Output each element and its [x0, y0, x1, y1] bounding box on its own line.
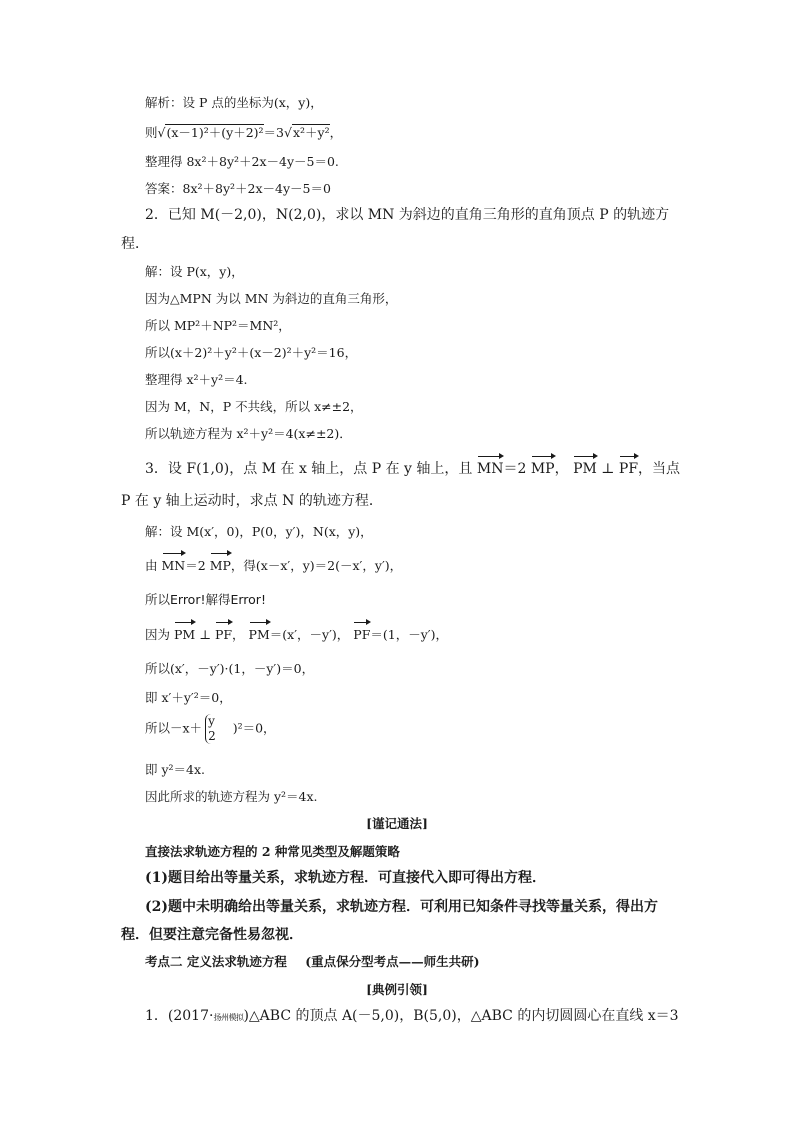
section2-tag: (重点保分型考点——师生共研)	[305, 954, 480, 969]
equals-three: ＝3	[263, 125, 284, 140]
answer-line: 答案：8x²＋8y²＋2x－4y－5＝0	[145, 181, 331, 196]
typical-example-heading: [典例引领]	[366, 982, 428, 997]
paren-close: )	[232, 720, 238, 736]
problem3-statement	[145, 459, 680, 479]
ie-line: 即 x′＋y′²＝0，	[145, 690, 232, 705]
method-item-2-cont: 程．但要注意完备性易忽视．	[121, 927, 303, 943]
vector-mn: MN	[476, 461, 504, 477]
so-suffix: ²＝0，	[237, 720, 276, 736]
vector-pm: PM	[174, 625, 195, 645]
vector-mp: MP	[210, 556, 231, 576]
eq-2: ＝2	[503, 461, 527, 477]
method-item-2: (2)题中未明确给出等量关系，求轨迹方程．可利用已知条件寻找等量关系，得出方	[145, 899, 658, 915]
example1-statement	[145, 1006, 679, 1028]
comma: ，	[329, 125, 343, 140]
because-text: 因为	[145, 627, 171, 642]
sqrt-right: x²＋y²	[292, 125, 330, 140]
simplify-line: 整理得 8x²＋8y²＋2x－4y－5＝0.	[145, 154, 339, 169]
q1-prefix: 1．(2017·	[145, 1008, 214, 1024]
p3-stmt-b: ，当点	[638, 461, 681, 477]
vector-pm: PM	[573, 461, 597, 477]
frac-denominator: 2	[208, 729, 216, 743]
vector-mp: MP	[530, 461, 555, 477]
p3-sol-line4	[145, 625, 448, 645]
p3-sol-line2	[145, 556, 402, 576]
sqrt-sign-2: √	[283, 125, 292, 140]
by-text: 由	[145, 558, 158, 573]
then-prefix: 则	[145, 125, 158, 140]
method-title: 直接法求轨迹方程的 2 种常见类型及解题策略	[145, 844, 400, 859]
vector-pf: PF	[618, 461, 639, 477]
p2-step: 因为 M，N，P 不共线，所以 x≠±2，	[145, 399, 363, 414]
q1-citation: 扬州模拟	[213, 1013, 244, 1022]
from-rest: ，得(x－x′，y)＝2(－x′，y′)，	[230, 558, 403, 573]
p2-step: 所以轨迹方程为 x²＋y²＝4(x≠±2)．	[145, 426, 352, 441]
q1-rest: )△ABC 的顶点 A(－5,0)，B(5,0)，△ABC 的内切圆圆心在直线 x＝3	[243, 1008, 679, 1024]
eq-2: ＝2	[185, 558, 206, 573]
problem2-statement: 2．已知 M(－2,0)，N(2,0)，求以 MN 为斜边的直角三角形的直角顶点 P 的轨迹方	[145, 207, 670, 223]
method-item-1: (1)题目给出等量关系，求轨迹方程．可直接代入即可得出方程．	[145, 870, 546, 886]
section2-title: 考点二 定义法求轨迹方程	[145, 954, 287, 969]
section2-heading	[145, 952, 480, 972]
p2-step: 所以(x＋2)²＋y²＋(x－2)²＋y²＝16，	[145, 345, 358, 360]
vector-mn: MN	[162, 556, 186, 576]
sqrt-left: (x－1)²＋(y＋2)²	[166, 125, 264, 140]
fraction-y-over-2	[205, 714, 230, 744]
method-heading: [谨记通法]	[366, 816, 428, 831]
p2-step: 整理得 x²＋y²＝4.	[145, 372, 248, 387]
comma: ，	[232, 627, 245, 642]
fraction-line	[145, 714, 276, 744]
error-line: 所以Error!解得Error!	[145, 592, 266, 607]
conclusion-line: 因此所求的轨迹方程为 y²＝4x.	[145, 789, 318, 804]
sqrt-sign: √	[157, 125, 166, 140]
vector-pf: PF	[353, 625, 370, 645]
dot-line: 所以(x′，－y′)·(1，－y′)＝0，	[145, 661, 315, 676]
perp-symbol: ⊥	[199, 627, 211, 642]
comma: ，	[554, 461, 569, 477]
p2-step: 因为△MPN 为以 MN 为斜边的直角三角形，	[145, 291, 398, 306]
p3-stmt-a: 3．设 F(1,0)，点 M 在 x 轴上，点 P 在 y 轴上，且	[145, 461, 473, 477]
so-prefix: 所以－x＋	[145, 720, 203, 736]
problem3-statement-cont: P 在 y 轴上运动时，求点 N 的轨迹方程．	[121, 493, 383, 509]
p2-step: 所以 MP²＋NP²＝MN²，	[145, 318, 291, 333]
vector-pm: PM	[249, 625, 270, 645]
analysis-line: 解析：设 P 点的坐标为(x，y)，	[145, 95, 323, 110]
equation-line	[145, 123, 342, 143]
frac-numerator: y	[208, 714, 215, 728]
ie-y2-line: 即 y²＝4x.	[145, 762, 206, 777]
p3-sol-line1: 解：设 M(x′，0)，P(0，y′)，N(x，y)，	[145, 524, 373, 539]
vector-pf: PF	[215, 625, 232, 645]
eq-pm: ＝(x′，－y′)，	[269, 627, 350, 642]
problem2-statement-cont: 程．	[121, 236, 149, 252]
perp-symbol: ⊥	[601, 461, 615, 477]
p2-step: 解：设 P(x，y)，	[145, 264, 244, 279]
eq-pf: ＝(1，－y′)，	[370, 627, 448, 642]
